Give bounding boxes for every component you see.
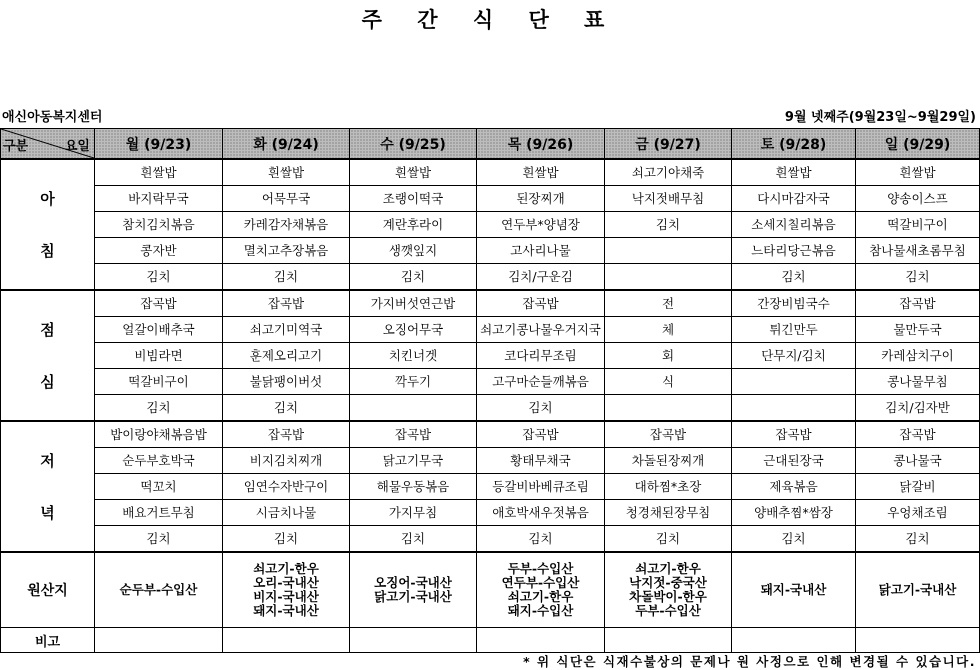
origin-line: 연두부-수입산 (501, 575, 580, 590)
meal-row (1, 421, 980, 448)
day-header: 일 (9/29) (856, 129, 980, 160)
menu-item: 쇠고기미역국 (223, 317, 350, 343)
menu-item: 단무지/김치 (732, 343, 856, 369)
menu-item: 김치 (477, 395, 605, 422)
menu-item: 등갈비바베큐조림 (477, 474, 605, 500)
note-label: 비고 (1, 628, 95, 653)
origin-row (1, 552, 980, 628)
menu-item: 잡곡밥 (223, 421, 350, 448)
menu-item: 회 (605, 343, 732, 369)
menu-item: 시금치나물 (223, 500, 350, 526)
menu-item: 밥이랑야채볶음밥 (95, 421, 223, 448)
menu-item: 참나물새초롬무침 (856, 238, 980, 264)
menu-item: 고사리나물 (477, 238, 605, 264)
menu-item: 바지락무국 (95, 186, 223, 212)
menu-item: 김치 (350, 526, 477, 553)
meal-label-bottom: 심 (40, 373, 55, 391)
origin-line: 쇠고기-한우 (635, 561, 701, 576)
note-cell (350, 628, 477, 653)
note-cell (223, 628, 350, 653)
menu-item: 잡곡밥 (605, 421, 732, 448)
menu-item: 떡꼬치 (95, 474, 223, 500)
day-header: 금 (9/27) (605, 129, 732, 160)
menu-item: 김치 (95, 264, 223, 291)
note-cell (856, 628, 980, 653)
meal-row (1, 526, 980, 553)
origin-line: 닭고기-국내산 (374, 589, 452, 604)
menu-item: 애호박새우젓볶음 (477, 500, 605, 526)
meal-row (1, 343, 980, 369)
menu-item (605, 264, 732, 291)
center-name: 애신아동복지센터 (2, 110, 103, 125)
menu-item: 고구마순들깨볶음 (477, 369, 605, 395)
origin-line: 닭고기-국내산 (878, 582, 957, 597)
origin-cell (605, 552, 732, 628)
menu-item: 김치 (856, 526, 980, 553)
menu-item: 잡곡밥 (732, 421, 856, 448)
menu-item: 소세지칠리볶음 (732, 212, 856, 238)
meal-label-top: 저 (40, 452, 55, 470)
menu-item: 멸치고추장볶음 (223, 238, 350, 264)
meal-row (1, 159, 980, 186)
menu-item: 김치 (605, 212, 732, 238)
meal-label-top: 점 (40, 321, 55, 339)
menu-item: 쇠고기야채죽 (605, 159, 732, 186)
menu-item: 김치 (605, 526, 732, 553)
menu-item: 김치 (95, 395, 223, 422)
menu-item: 계란후라이 (350, 212, 477, 238)
menu-item: 김치 (477, 526, 605, 553)
menu-item: 가지무침 (350, 500, 477, 526)
origin-line: 순두부-수입산 (119, 582, 198, 597)
origin-line: 두부-수입산 (507, 561, 574, 576)
note-cell (605, 628, 732, 653)
menu-item (350, 395, 477, 422)
menu-item: 깍두기 (350, 369, 477, 395)
meal-row (1, 186, 980, 212)
menu-item: 김치 (95, 526, 223, 553)
menu-item: 김치 (350, 264, 477, 291)
menu-item: 생깻잎지 (350, 238, 477, 264)
menu-item: 차돌된장찌개 (605, 448, 732, 474)
menu-item: 양배추찜*쌈장 (732, 500, 856, 526)
origin-line: 돼지-국내산 (253, 603, 319, 618)
origin-line: 오징어-국내산 (374, 575, 452, 590)
page-title: 주 간 식 단 표 (361, 8, 619, 32)
menu-item: 카레감자채볶음 (223, 212, 350, 238)
menu-item: 다시마감자국 (732, 186, 856, 212)
menu-item: 황태무채국 (477, 448, 605, 474)
menu-item: 떡갈비구이 (856, 212, 980, 238)
meal-row (1, 212, 980, 238)
origin-cell (95, 552, 223, 628)
origin-line: 차돌박이-한우 (629, 589, 707, 604)
menu-item: 훈제오리고기 (223, 343, 350, 369)
day-header: 화 (9/24) (223, 129, 350, 160)
footnote: * 위 식단은 식재수불상의 문제나 원 사정으로 인해 변경될 수 있습니다. (523, 654, 976, 669)
menu-item: 닭고기무국 (350, 448, 477, 474)
origin-line: 두부-수입산 (635, 603, 701, 618)
menu-item (605, 238, 732, 264)
menu-item: 식 (605, 369, 732, 395)
day-header: 목 (9/26) (477, 129, 605, 160)
menu-item: 체 (605, 317, 732, 343)
menu-item: 어묵무국 (223, 186, 350, 212)
menu-item: 쇠고기콩나물우거지국 (477, 317, 605, 343)
menu-item: 순두부호박국 (95, 448, 223, 474)
origin-cell (732, 552, 856, 628)
day-header: 수 (9/25) (350, 129, 477, 160)
menu-item: 물만두국 (856, 317, 980, 343)
menu-table (0, 128, 980, 653)
menu-item: 잡곡밥 (95, 290, 223, 317)
origin-line: 돼지-수입산 (507, 603, 574, 618)
menu-item: 김치/김자반 (856, 395, 980, 422)
menu-item: 근대된장국 (732, 448, 856, 474)
origin-line: 비지-국내산 (253, 589, 319, 604)
meal-row (1, 317, 980, 343)
menu-item (605, 395, 732, 422)
menu-item: 흰쌀밥 (477, 159, 605, 186)
menu-item: 된장찌개 (477, 186, 605, 212)
menu-item: 불닭팽이버섯 (223, 369, 350, 395)
menu-item: 김치 (732, 526, 856, 553)
menu-item: 치킨너겟 (350, 343, 477, 369)
menu-item: 흰쌀밥 (350, 159, 477, 186)
menu-item: 흰쌀밥 (95, 159, 223, 186)
menu-item: 잡곡밥 (350, 421, 477, 448)
menu-item: 비지김치찌개 (223, 448, 350, 474)
origin-cell (477, 552, 605, 628)
menu-item: 오징어무국 (350, 317, 477, 343)
note-cell (95, 628, 223, 653)
menu-item: 떡갈비구이 (95, 369, 223, 395)
note-row (1, 628, 980, 653)
meal-row (1, 500, 980, 526)
origin-cell (223, 552, 350, 628)
menu-item: 김치/구운김 (477, 264, 605, 291)
menu-item: 잡곡밥 (856, 290, 980, 317)
menu-item: 배요거트무침 (95, 500, 223, 526)
meal-row (1, 369, 980, 395)
menu-item: 김치 (223, 264, 350, 291)
origin-label: 원산지 (1, 552, 95, 628)
meal-row (1, 395, 980, 422)
day-header: 토 (9/28) (732, 129, 856, 160)
meal-label (1, 290, 95, 421)
yoil-label: 요일 (64, 139, 90, 154)
meal-label (1, 159, 95, 290)
menu-item: 청경채된장무침 (605, 500, 732, 526)
origin-line: 돼지-국내산 (760, 582, 827, 597)
menu-item: 흰쌀밥 (856, 159, 980, 186)
meal-label-top: 아 (40, 190, 55, 208)
menu-item: 연두부*양념장 (477, 212, 605, 238)
menu-item: 잡곡밥 (477, 290, 605, 317)
meal-row (1, 238, 980, 264)
menu-item: 김치 (856, 264, 980, 291)
header-row (1, 129, 980, 160)
menu-item: 간장비빔국수 (732, 290, 856, 317)
menu-item: 닭갈비 (856, 474, 980, 500)
origin-line: 쇠고기-한우 (507, 589, 574, 604)
menu-item (732, 395, 856, 422)
menu-item: 전 (605, 290, 732, 317)
menu-item: 얼갈이배추국 (95, 317, 223, 343)
origin-cell (856, 552, 980, 628)
menu-item: 흰쌀밥 (732, 159, 856, 186)
menu-item: 김치 (732, 264, 856, 291)
menu-item: 조랭이떡국 (350, 186, 477, 212)
menu-item: 양송이스프 (856, 186, 980, 212)
menu-item: 카레삼치구이 (856, 343, 980, 369)
gubun-cell (1, 129, 95, 160)
menu-item: 김치 (223, 526, 350, 553)
menu-item: 우엉채조림 (856, 500, 980, 526)
note-cell (477, 628, 605, 653)
origin-line: 낙지젓-중국산 (629, 575, 707, 590)
origin-line: 쇠고기-한우 (253, 561, 319, 576)
note-cell (732, 628, 856, 653)
menu-item: 임연수자반구이 (223, 474, 350, 500)
menu-item: 해물우동볶음 (350, 474, 477, 500)
menu-item: 튀긴만두 (732, 317, 856, 343)
menu-item: 참치김치볶음 (95, 212, 223, 238)
menu-item: 낙지젓배무침 (605, 186, 732, 212)
menu-item: 콩나물무침 (856, 369, 980, 395)
meal-row (1, 448, 980, 474)
meal-row (1, 290, 980, 317)
menu-item: 비빔라면 (95, 343, 223, 369)
menu-item: 잡곡밥 (856, 421, 980, 448)
menu-item (732, 369, 856, 395)
menu-item: 잡곡밥 (477, 421, 605, 448)
meal-label-bottom: 침 (40, 242, 55, 260)
day-header: 월 (9/23) (95, 129, 223, 160)
menu-item: 콩자반 (95, 238, 223, 264)
menu-item: 흰쌀밥 (223, 159, 350, 186)
meal-label-bottom: 녁 (40, 504, 55, 522)
menu-item: 잡곡밥 (223, 290, 350, 317)
menu-item: 김치 (223, 395, 350, 422)
menu-item: 콩나물국 (856, 448, 980, 474)
meal-row (1, 474, 980, 500)
meal-label (1, 421, 95, 552)
menu-item: 가지버섯연근밥 (350, 290, 477, 317)
menu-item: 느타리당근볶음 (732, 238, 856, 264)
origin-line: 오리-국내산 (253, 575, 319, 590)
meal-row (1, 264, 980, 291)
menu-item: 코다리무조림 (477, 343, 605, 369)
origin-cell (350, 552, 477, 628)
gubun-label: 구분 (3, 139, 29, 154)
menu-item: 대하찜*초장 (605, 474, 732, 500)
week-label: 9월 넷째주(9월23일~9월29일) (784, 110, 976, 125)
menu-item: 제육볶음 (732, 474, 856, 500)
